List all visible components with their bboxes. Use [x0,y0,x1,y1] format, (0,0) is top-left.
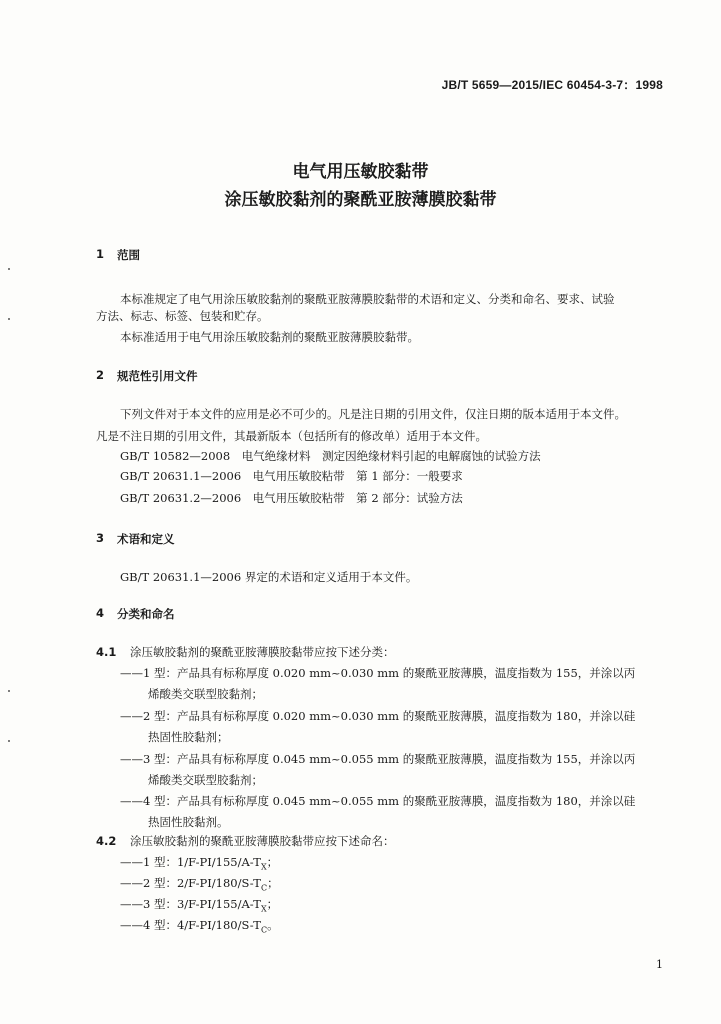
scan-mark [8,318,10,320]
section-2-heading: 规范性引用文件 [117,369,198,383]
classification-item-2: ——2 型：产品具有标称厚度 0.020 mm~0.030 mm 的聚酰亚胺薄膜，温度指数为 180，并涂以硅 [120,709,636,723]
subsection-4-1-intro: 涂压敏胶黏剂的聚酰亚胺薄膜胶黏带应按下述分类： [130,645,395,659]
scan-mark [8,268,10,270]
section-1-heading: 范围 [117,248,140,262]
section-3-line-1: GB/T 20631.1—2006 界定的术语和定义适用于本文件。 [120,570,418,584]
designation-item-4: ——4 型：$4/F-PI/180/S-T_C$。 [120,918,279,935]
subsection-4-2-intro: 涂压敏胶黏剂的聚酰亚胺薄膜胶黏带应按下述命名： [130,834,395,848]
classification-item-1-cont: 烯酸类交联型胶黏剂； [148,687,263,701]
reference-1: GB/T 10582—2008 电气绝缘材料 测定因绝缘材料引起的电解腐蚀的试验方法 [120,449,541,463]
section-3-heading: 术语和定义 [117,532,175,546]
designation-item-2: ——2 型：$2/F-PI/180/S-T_C$； [120,876,279,893]
reference-3: GB/T 20631.2—2006 电气用压敏胶粘带 第 2 部分：试验方法 [120,491,463,505]
section-1-line-1: 本标准规定了电气用涂压敏胶黏剂的聚酰亚胺薄膜胶黏带的术语和定义、分类和命名、要求、试验 [120,292,615,306]
section-4-heading: 分类和命名 [117,607,175,621]
classification-item-3: ——3 型：产品具有标称厚度 0.045 mm~0.055 mm 的聚酰亚胺薄膜，温度指数为 155，并涂以丙 [120,752,636,766]
subsection-4-1-number: 4.1 [96,645,117,659]
standard-code: JB/T 5659—2015/IEC 60454-3-7：1998 [441,78,663,92]
classification-item-4-cont: 热固性胶黏剂。 [148,815,229,829]
classification-item-4: ——4 型：产品具有标称厚度 0.045 mm~0.055 mm 的聚酰亚胺薄膜，温度指数为 180，并涂以硅 [120,794,636,808]
section-1-line-2: 方法、标志、标签、包装和贮存。 [96,309,269,323]
document-title-line1: 电气用压敏胶黏带 [292,162,429,182]
section-1-line-3: 本标准适用于电气用涂压敏胶黏剂的聚酰亚胺薄膜胶黏带。 [120,330,419,344]
classification-item-3-cont: 烯酸类交联型胶黏剂； [148,773,263,787]
reference-2: GB/T 20631.1—2006 电气用压敏胶粘带 第 1 部分：一般要求 [120,469,463,483]
designation-item-3: ——3 型：$3/F-PI/155/A-T_X$； [120,897,279,914]
page-number: 1 [656,958,663,971]
classification-item-1: ——1 型：产品具有标称厚度 0.020 mm~0.030 mm 的聚酰亚胺薄膜，温度指数为 155，并涂以丙 [120,666,636,680]
document-title-line2: 涂压敏胶黏剂的聚酰亚胺薄膜胶黏带 [224,190,497,210]
designation-item-1: ——1 型：$1/F-PI/155/A-T_X$； [120,855,279,872]
section-2-line-2: 凡是不注日期的引用文件，其最新版本（包括所有的修改单）适用于本文件。 [96,429,487,443]
scan-mark [8,740,10,742]
section-2-line-1: 下列文件对于本文件的应用是必不可少的。凡是注日期的引用文件，仅注日期的版本适用于本文件。 [120,407,626,421]
section-2-number: 2 [96,368,105,382]
classification-item-2-cont: 热固性胶黏剂； [148,730,229,744]
section-4-number: 4 [96,606,105,620]
section-3-number: 3 [96,531,105,545]
subsection-4-2-number: 4.2 [96,834,117,848]
section-1-number: 1 [96,247,105,261]
scan-mark [8,690,10,692]
